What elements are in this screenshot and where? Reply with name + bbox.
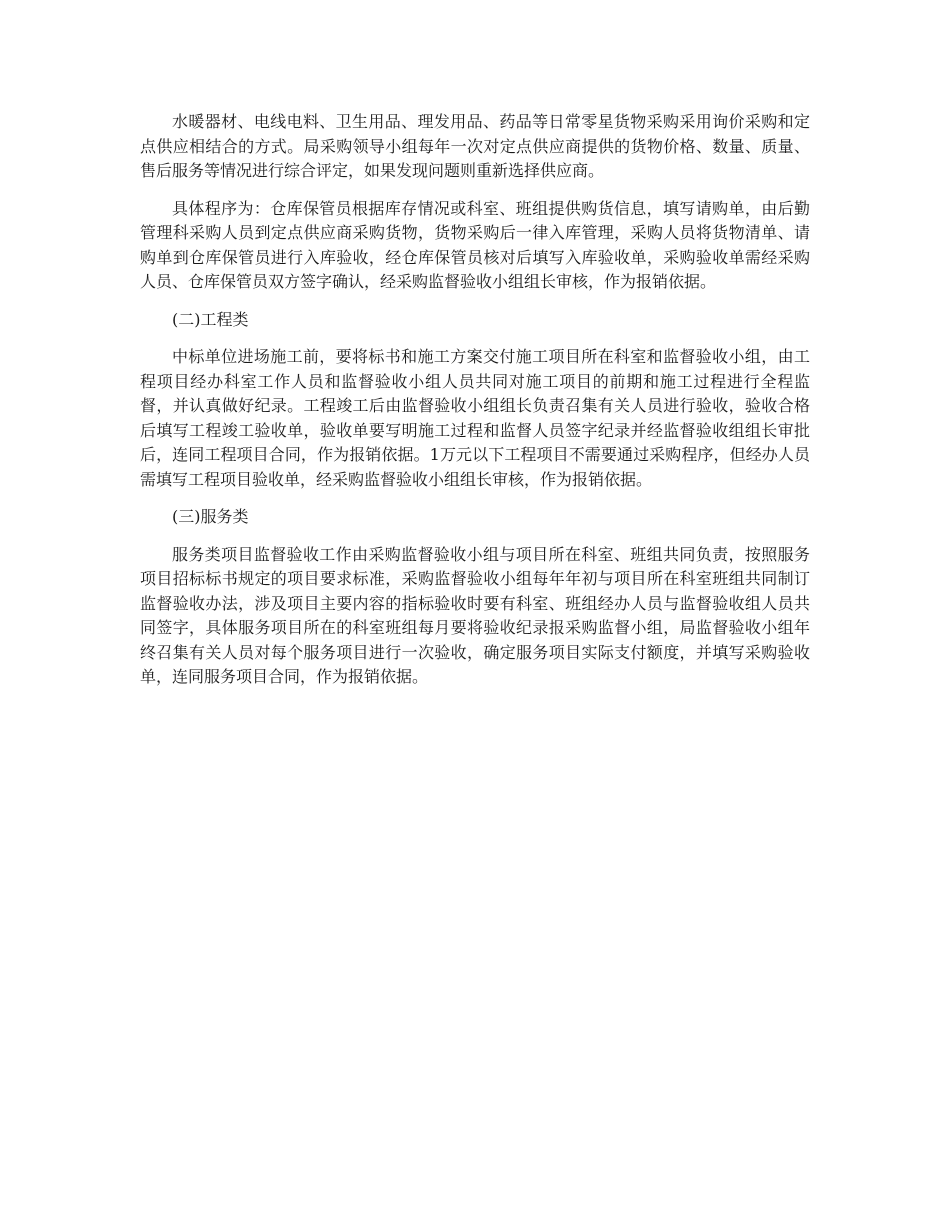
paragraph-services: 服务类项目监督验收工作由采购监督验收小组与项目所在科室、班组共同负责，按照服务项目招标标书规定的项目要求标准，采购监督验收小组每年年初与项目所在科室班组共同制订监督验收办法，涉及项目主要内容的指标验收时要有科室、班组经办人员与监督验收组人员共同签字，具体服务项目所在的科室班组每月要将验收纪录报采购监督小组，局监督验收小组年终召集有关人员对每个服务项目进行一次验收，确定服务项目实际支付额度，并填写采购验收单，连同服务项目合同，作为报销依据。: [140, 544, 810, 686]
paragraph-engineering: 中标单位进场施工前，要将标书和施工方案交付施工项目所在科室和监督验收小组，由工程项目经办科室工作人员和监督验收小组人员共同对施工项目的前期和施工过程进行全程监督，并认真做好纪录。工程竣工后由监督验收小组组长负责召集有关人员进行验收，验收合格后填写工程竣工验收单，验收单要写明施工过程和监督人员签字纪录并经监督验收组组长审批后，连同工程项目合同，作为报销依据。1万元以下工程项目不需要通过采购程序，但经办人员需填写工程项目验收单，经采购监督验收小组组长审核，作为报销依据。: [140, 347, 810, 489]
section-heading-engineering: (二)工程类: [172, 309, 249, 329]
paragraph-procedure: 具体程序为：仓库保管员根据库存情况或科室、班组提供购货信息，填写请购单，由后勤管理科采购人员到定点供应商采购货物，货物采购后一律入库管理，采购人员将货物清单、请购单到仓库保管员进行入库验收，经仓库保管员核对后填写入库验收单，采购验收单需经采购人员、仓库保管员双方签字确认，经采购监督验收小组组长审核，作为报销依据。: [140, 198, 810, 291]
section-heading-services: (三)服务类: [172, 507, 249, 526]
document-body: [140, 110, 810, 703]
paragraph-goods-procurement: 水暖器材、电线电料、卫生用品、理发用品、药品等日常零星货物采购采用询价采购和定点供应相结合的方式。局采购领导小组每年一次对定点供应商提供的货物价格、数量、质量、售后服务等情况进行综合评定，如果发现问题则重新选择供应商。: [140, 112, 810, 180]
